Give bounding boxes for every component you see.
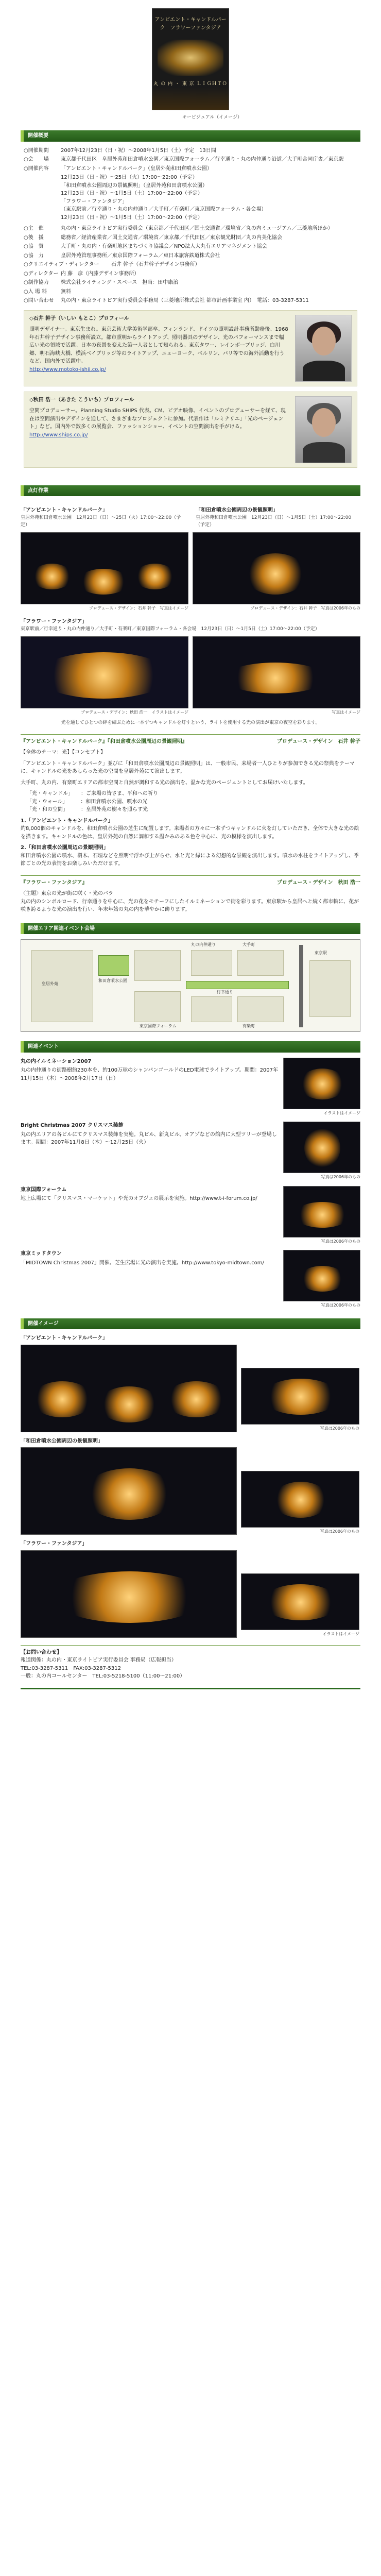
concept-title: 『フラワー・ファンタジア』 bbox=[21, 879, 88, 886]
area-map bbox=[21, 939, 360, 1032]
org-label: ○後 援 bbox=[24, 234, 44, 241]
map-rail bbox=[299, 945, 303, 1027]
gallery-photo bbox=[241, 1471, 359, 1528]
org-row bbox=[24, 288, 357, 296]
lightup-title: 「アンビエント・キャンドルパーク」 bbox=[21, 507, 108, 514]
profile-body: 空間プロデューサー。Planning Studio SHIPS 代表。CM、ビデオ映像、イベントのプロデューサーを経て、現在は空間演出やデザインを通して、さまざまなプロジェクトに参加。代表作は「ルミナリエ」「光のページェント」など。国内外で数多くの展覧会、ファッションショー、イベントの空間演出を手がける。 bbox=[29, 408, 286, 430]
concept-item: 「光・ウォール」 ：和田倉噴水公園、噴水の光 bbox=[27, 799, 148, 805]
summary-label: ○開催期間 bbox=[24, 147, 49, 154]
concept-header bbox=[21, 734, 360, 746]
org-value: 丸の内・東京ライトピア実行委員会事務局（三菱地所株式会社 都市計画事業室 内） 電話：03-3287-5311 bbox=[61, 298, 309, 304]
concept-designer: プロデュース・デザイン 秋田 浩一 bbox=[277, 879, 360, 886]
summary-row bbox=[24, 147, 357, 155]
concept-sub-body: 和田倉噴水公園の噴水、樹木、石垣などを照明で浮かび上がらせ、水と光と緑による幻想的な景観を演出します。噴水の水柱をライトアップし、季節ごとの光の表情をお楽しみいただけます。 bbox=[21, 853, 359, 867]
photo-glow bbox=[299, 1266, 345, 1292]
photo-glow bbox=[294, 1202, 351, 1228]
profile-photo bbox=[295, 396, 352, 463]
event-title: 丸の内イルミネーション2007 bbox=[21, 1058, 92, 1064]
lightup-photos-row2 bbox=[21, 636, 360, 716]
summary-detail-line: 12月23日（日・祝）～25日（火）17:00～22:00（予定） bbox=[61, 175, 198, 181]
section-heading-gallery: 開催イメージ bbox=[21, 1318, 360, 1330]
gallery-caption: 写真は2006年のもの bbox=[320, 1426, 359, 1431]
profile-link[interactable]: http://www.ships.co.jp/ bbox=[29, 432, 88, 438]
concept-body: 「アンビエント・キャンドルパーク」並びに「和田倉噴水公園周辺の景観照明」は、一般市民、来場者一人ひとりが参加できる光の祭典をテーマに、キャンドルの光をあしらった光の空間を皇居外苑にて演出します。 bbox=[21, 760, 355, 775]
org-row bbox=[24, 279, 357, 287]
lightup-subtitle: 皇居外苑和田倉噴水公園 12月23日（日）～1月5日（土）17:00～22:00（予定） bbox=[196, 515, 352, 528]
gallery-row bbox=[21, 1550, 360, 1638]
concept-title: 『アンビエント・キャンドルパーク』『和田倉噴水公園周辺の景観照明』 bbox=[21, 738, 187, 744]
photo-caption: プロデュース・デザイン：秋田 浩一 イラストはイメージ bbox=[81, 709, 188, 715]
concept-lead: 【全体のテーマ：光】【コンセプト】 bbox=[21, 750, 106, 756]
org-label: ○クリエイティブ・ディレクター bbox=[24, 262, 99, 268]
key-visual bbox=[21, 5, 360, 121]
concept-lead: 〈主題〉東京の光が街に咲く・光のバラ bbox=[21, 891, 113, 897]
photo-glow bbox=[224, 663, 327, 693]
org-label: ○問い合わせ bbox=[24, 298, 54, 304]
footer-divider bbox=[21, 1688, 360, 1689]
lightup-subtitle: 皇居外苑和田倉噴水公園 12月23日（日）～25日（火）17:00～22:00（予定） bbox=[21, 515, 181, 528]
event-photo bbox=[283, 1186, 360, 1238]
contact-line: 一般：丸の内コールセンター TEL:03-5218-5100（11:00～21:00） bbox=[21, 1673, 185, 1680]
map-label: 有楽町 bbox=[243, 1024, 255, 1029]
gallery-title: 「アンビエント・キャンドルパーク」 bbox=[21, 1335, 108, 1342]
photo-caption: プロデュース・デザイン：石井 幹子 写真はイメージ bbox=[89, 605, 188, 611]
photo-body bbox=[303, 442, 345, 463]
event-photo-caption: イラストはイメージ bbox=[323, 1110, 360, 1115]
org-value: 株式会社ライティング・スペース 担当：田中康治 bbox=[61, 280, 179, 286]
org-value: 石井 幹子（石井幹子デザイン事務所） bbox=[111, 262, 200, 268]
lightup-subtitle: 東京駅前／行幸通り・丸の内仲通り／大手町・有楽町／東京国際フォーラム・各会場 12月23日（日）～1月5日（土）17:00～22:00（予定） bbox=[21, 626, 320, 632]
org-row bbox=[24, 225, 357, 233]
gallery-title: 「フラワー・ファンタジア」 bbox=[21, 1541, 88, 1547]
profile-box-akita bbox=[24, 392, 357, 468]
contact-line: TEL:03-3287-5311 FAX:03-3287-5312 bbox=[21, 1665, 121, 1671]
fountain-photo bbox=[193, 532, 360, 604]
concept-item: 「光・キャンドル」 ：ご来場の皆さま、平和への祈り bbox=[27, 791, 158, 797]
org-label: ○制作協力 bbox=[24, 280, 49, 286]
photo-glow bbox=[31, 564, 73, 589]
gallery-photo bbox=[21, 1447, 237, 1535]
map-block bbox=[134, 950, 181, 981]
org-value: 無料 bbox=[61, 289, 71, 295]
map-highlight bbox=[186, 981, 289, 989]
event-item bbox=[21, 1058, 360, 1116]
map-label: 丸の内仲通り bbox=[191, 942, 216, 947]
key-visual-glow bbox=[158, 40, 223, 76]
event-title: 東京ミッドタウン bbox=[21, 1251, 62, 1257]
event-title: Bright Christmas 2007 クリスマス装飾 bbox=[21, 1123, 124, 1129]
photo-glow bbox=[78, 569, 129, 595]
lightup-title: 「和田倉噴水公園周辺の景観照明」 bbox=[196, 507, 278, 514]
concept-designer: プロデュース・デザイン 石井 幹子 bbox=[277, 738, 360, 744]
org-row bbox=[24, 243, 357, 251]
event-body: 「MIDTOWN Christmas 2007」開催。芝生広場に光の演出を実施。http://www.tokyo-midtown.com/ bbox=[21, 1260, 264, 1266]
summary-value: 2007年12月23日（日・祝）～2008年1月5日（土）予定 13日間 bbox=[61, 147, 216, 154]
photo-glow bbox=[245, 553, 306, 595]
concept-header-flower bbox=[21, 875, 360, 887]
concept-sub-title: 2.「和田倉噴水公園周辺の景観照明」 bbox=[21, 845, 109, 851]
event-body: 丸の内エリアの各ビルにてクリスマス装飾を実施。丸ビル、新丸ビル、オアゾなどの館内に大型ツリーが登場します。期間：2007年11月8日（木）～12月25日（火） bbox=[21, 1131, 277, 1146]
profile-box-ishii bbox=[24, 310, 357, 386]
org-value: 皇居外苑管理事務所／東京国際フォーラム／東日本旅客鉄道株式会社 bbox=[61, 252, 220, 259]
profile-photo bbox=[295, 315, 352, 382]
gallery-row bbox=[21, 1447, 360, 1535]
summary-value: 「アンビエント・キャンドルパーク」（皇居外苑和田倉噴水公園） bbox=[61, 165, 212, 172]
summary-detail-line: 12月23日（日・祝）～1月5日（土）17:00～22:00（予定） bbox=[61, 191, 203, 197]
map-block bbox=[191, 950, 232, 976]
org-label: ○入 場 料 bbox=[24, 289, 47, 295]
event-item bbox=[21, 1250, 360, 1309]
event-photo bbox=[283, 1250, 360, 1301]
org-value: 大手町・丸の内・有楽町地区まちづくり協議会／NPO法人大丸有エリアマネジメント協会 bbox=[61, 244, 267, 250]
gallery-row bbox=[21, 1345, 360, 1432]
concept-sub-title: 1.「アンビエント・キャンドルパーク」 bbox=[21, 818, 113, 824]
key-visual-image bbox=[152, 8, 229, 110]
event-item bbox=[21, 1122, 360, 1180]
concept-body: 大手町、丸の内、有楽町エリアの都市空間と自然が調和する光の演出を、温かな光のページェントとしてお届けいたします。 bbox=[21, 779, 308, 786]
org-row bbox=[24, 252, 357, 260]
photo-glow bbox=[262, 1584, 339, 1620]
photo-glow bbox=[31, 1381, 93, 1417]
org-row bbox=[24, 261, 357, 269]
key-visual-skyline bbox=[152, 87, 229, 110]
photo-caption: 写真はイメージ bbox=[332, 709, 360, 715]
candle-park-photo bbox=[21, 532, 188, 604]
summary-row bbox=[24, 165, 357, 173]
org-label: ○ディレクター bbox=[24, 270, 59, 277]
map-label: 大手町 bbox=[243, 942, 255, 947]
contact-block bbox=[21, 1645, 360, 1681]
map-label: 和田倉噴水公園 bbox=[98, 978, 127, 984]
section-heading-summary: 開催概要 bbox=[21, 130, 360, 142]
photo-glow bbox=[52, 1571, 206, 1623]
key-visual-logo: 丸 の 内 ・ 東 京 ＬＩＧＨＴＯ bbox=[153, 81, 228, 87]
photo-glow bbox=[98, 1386, 160, 1422]
gallery-title: 「和田倉噴水公園周辺の景観照明」 bbox=[21, 1438, 103, 1444]
map-label: 東京駅 bbox=[315, 951, 327, 956]
map-label: 行幸通り bbox=[217, 990, 233, 995]
photo-glow bbox=[83, 1468, 176, 1520]
org-label: ○主 催 bbox=[24, 226, 44, 232]
org-value: 丸の内・東京ライトピア実行委員会（東京都／千代田区／国土交通省／環境省／丸の内ミュージアム／三菱地所ほか） bbox=[61, 226, 333, 232]
gallery-photo bbox=[21, 1550, 237, 1638]
map-block bbox=[191, 996, 232, 1022]
summary-row bbox=[24, 156, 357, 164]
org-value: 総務省／経済産業省／国土交通省／環境省／東京都／千代田区／東京観光財団／丸の内美化協会 bbox=[61, 234, 282, 241]
event-photo-caption: 写真は2006年のもの bbox=[321, 1175, 360, 1180]
summary-detail-line: （東京駅前／行幸通り・丸の内仲通り／大手町／有楽町／東京国際フォーラム・各会場） bbox=[61, 207, 267, 213]
profile-body: 照明デザイナー。東京生まれ。東京芸術大学美術学部卒。フィンランド、ドイツの照明設計事務所勤務後、1968年石井幹子デザイン事務所設立。都市照明からライトアップ、照明器具のデザイン、光のパフォーマンスまで幅広い光の領域で活躍。日本の夜景を変えた第一人者として知られる。東京タワー、レインボーブリッジ、白川郷、明石海峡大橋、横浜ベイブリッジ等のライトアップ、ニューヨーク、ベルリン、パリ等での海外活動を行うなど、国内外で活躍中。 bbox=[29, 327, 288, 365]
section-heading-lightup: 点灯作業 bbox=[21, 485, 360, 497]
contact-heading: 【お問い合わせ】 bbox=[21, 1649, 62, 1655]
event-photo bbox=[283, 1122, 360, 1173]
org-label: ○協 賛 bbox=[24, 244, 44, 250]
profile-text bbox=[29, 396, 289, 463]
org-value: 内 藤 彦（内藤デザイン事務所） bbox=[61, 270, 140, 277]
key-visual-caption: キービジュアル（イメージ） bbox=[182, 114, 242, 120]
key-visual-title: アンビエント・キャンドルパーク フラワーファンタジア bbox=[154, 17, 227, 31]
profile-link[interactable]: http://www.motoko-ishii.co.jp/ bbox=[29, 366, 106, 372]
section-heading-map: 開催エリア関連イベント会場 bbox=[21, 923, 360, 935]
summary-detail-line: 「フラワー・ファンタジア」 bbox=[61, 198, 128, 205]
org-label: ○協 力 bbox=[24, 252, 44, 259]
map-block bbox=[31, 950, 93, 1022]
event-body: 地上広場にて「クリスマス・マーケット」や光のオブジェの展示を実施。http://www.t-i-forum.co.jp/ bbox=[21, 1196, 257, 1202]
photo-glow bbox=[304, 1127, 340, 1168]
org-row bbox=[24, 270, 357, 278]
photo-glow bbox=[165, 1381, 227, 1417]
concept-body: 丸の内のシンボルロード、行幸通りを中心に、光の花をモチーフにしたイルミネーションで街を彩ります。東京駅から皇居へと続く都市軸に、花が咲き誇るような光の演出を行い、年末年始の丸の内を華やかに飾ります。 bbox=[21, 899, 359, 913]
photo-glow bbox=[272, 1482, 329, 1518]
photo-body bbox=[303, 361, 345, 381]
summary-value: 東京都千代田区 皇居外苑和田倉噴水公園／東京国際フォーラム／行幸通り・丸の内仲通り沿道／大手町合同庁舎／東京駅 bbox=[61, 157, 344, 163]
map-block bbox=[237, 996, 284, 1022]
photo-glow bbox=[262, 1379, 339, 1415]
photo-glow bbox=[134, 564, 176, 589]
map-label: 皇居外苑 bbox=[42, 981, 58, 987]
summary-label: ○開催内容 bbox=[24, 165, 49, 172]
gallery-photo bbox=[241, 1573, 359, 1630]
gallery-caption: イラストはイメージ bbox=[322, 1632, 359, 1637]
photo-glow bbox=[299, 1069, 345, 1099]
profile-title: ◇秋田 浩一（あきた こういち）プロフィール bbox=[29, 397, 134, 403]
photo-face bbox=[312, 327, 336, 355]
photo-face bbox=[312, 408, 336, 437]
event-photo bbox=[283, 1058, 360, 1109]
concept-sub-body: 約8,000個のキャンドルを、和田倉噴水公園の芝生に配置します。来場者の方々に一本ずつキャンドルに火を灯していただき、全体で大きな光の絵を描きます。キャンドルの色は、皇居外苑の自然に調和する温かみのある色を中心に、光の模様を演出します。 bbox=[21, 826, 359, 840]
gallery-photo bbox=[21, 1345, 237, 1432]
map-label: 東京国際フォーラム bbox=[140, 1024, 177, 1029]
lightup-note: 光を通じてひとつの絆を結ぶために一本ずつキャンドルを灯すという、ライトを使用する光の演出が東京の夜空を彩ります。 bbox=[61, 720, 320, 726]
gallery-caption: 写真は2006年のもの bbox=[320, 1529, 359, 1534]
section-heading-events: 関連イベント bbox=[21, 1041, 360, 1053]
lightup-photos-row1 bbox=[21, 532, 360, 612]
flower-fantasia-illustration bbox=[21, 636, 188, 708]
summary-block bbox=[21, 142, 360, 476]
tokyo-station-photo bbox=[193, 636, 360, 708]
org-row bbox=[24, 234, 357, 242]
map-block bbox=[237, 950, 284, 976]
profile-title: ◇石井 幹子（いしい もとこ）プロフィール bbox=[29, 315, 129, 321]
org-row bbox=[24, 297, 357, 305]
event-title: 東京国際フォーラム bbox=[21, 1187, 67, 1193]
photo-caption: プロデュース・デザイン：石井 幹子 写真は2006年のもの bbox=[250, 605, 360, 611]
map-highlight bbox=[98, 955, 129, 976]
gallery-photo bbox=[241, 1368, 359, 1425]
map-block bbox=[134, 991, 181, 1022]
event-item bbox=[21, 1186, 360, 1245]
summary-detail-line: 「和田倉噴水公園周辺の景観照明」（皇居外苑和田倉噴水公園） bbox=[61, 182, 207, 189]
event-photo-caption: 写真は2006年のもの bbox=[321, 1303, 360, 1308]
event-body: 丸の内仲通りの街路樹約230本を、約100万球のシャンパンゴールドのLED電球でライトアップ。期間：2007年11月15日（木）～2008年2月17日（日） bbox=[21, 1067, 279, 1081]
photo-glow bbox=[37, 652, 170, 699]
concept-item: 「光・和の空間」 ：皇居外苑の樹々を照らす光 bbox=[27, 807, 148, 813]
lightup-title: 「フラワー・ファンタジア」 bbox=[21, 619, 88, 625]
profile-text bbox=[29, 315, 289, 382]
summary-detail-line: 12月23日（日・祝）～1月5日（土）17:00～22:00（予定） bbox=[61, 214, 203, 221]
lightup-titles bbox=[21, 500, 360, 529]
event-photo-caption: 写真は2006年のもの bbox=[321, 1239, 360, 1244]
map-block bbox=[309, 960, 351, 1017]
summary-label: ○会 場 bbox=[24, 157, 49, 163]
contact-line: 報道関係：丸の内・東京ライトピア実行委員会 事務局（広報担当） bbox=[21, 1657, 177, 1664]
